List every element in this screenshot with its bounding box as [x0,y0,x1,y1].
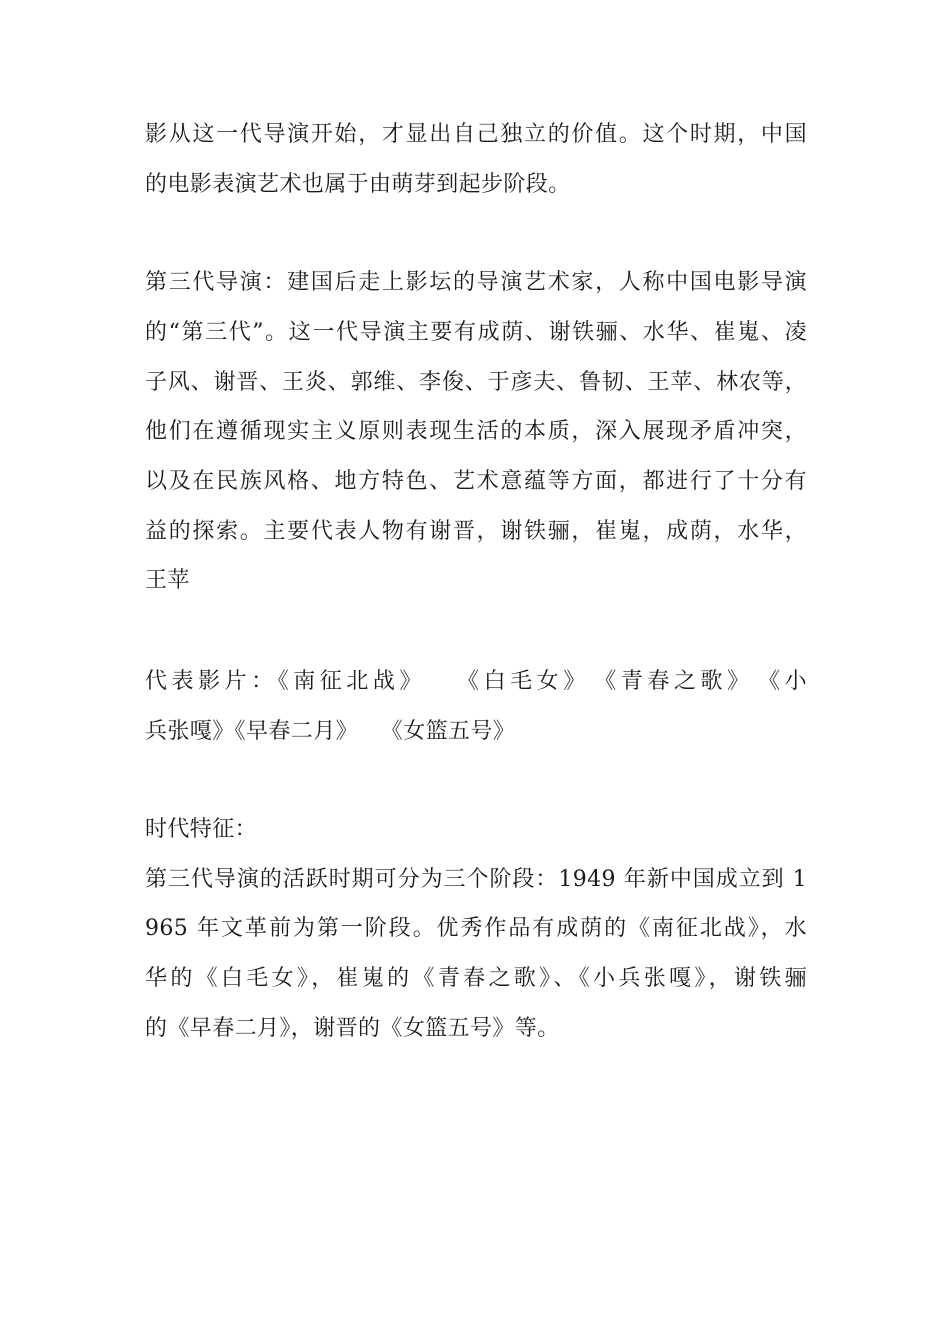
third-generation-line-2: 的“第三代”。这一代导演主要有成荫、谢铁骊、水华、崔嵬、凌 [145,320,807,345]
intro-line-2: 的电影表演艺术也属于由萌芽到起步阶段。 [145,172,571,197]
third-generation-line-7: 王苹 [145,568,190,593]
era-line-4: 的《早春二月》，谢晋的《女篮五号》等。 [145,1016,560,1041]
third-generation-line-3: 子风、谢晋、王炎、郭维、李俊、于彦夫、鲁韧、王苹、林农等， [145,370,807,395]
third-generation-line-6: 益的探索。主要代表人物有谢晋，谢铁骊，崔嵬，成荫，水华， [145,519,807,544]
intro-line-1: 影从这一代导演开始，才显出自己独立的价值。这个时期，中国 [145,122,807,147]
era-line-3: 华的《白毛女》，崔嵬的《青春之歌》、《小兵张嘎》，谢铁骊 [145,966,807,991]
era-heading: 时代特征： [145,817,258,842]
era-line-1: 第三代导演的活跃时期可分为三个阶段：1949 年新中国成立到 1 [145,867,807,892]
third-generation-line-1: 第三代导演：建国后走上影坛的导演艺术家，人称中国电影导演 [145,270,807,295]
era-line-2: 965 年文革前为第一阶段。优秀作品有成荫的《南征北战》，水 [145,916,807,941]
third-generation-line-4: 他们在遵循现实主义原则表现生活的本质，深入展现矛盾冲突， [145,419,807,444]
films-line-2: 兵张嘎》《早春二月》 《女篮五号》 [145,719,516,744]
films-line-1: 代表影片：《南征北战》 《白毛女》 《青春之歌》 《小 [145,669,807,694]
third-generation-line-5: 以及在民族风格、地方特色、艺术意蕴等方面，都进行了十分有 [145,469,807,494]
